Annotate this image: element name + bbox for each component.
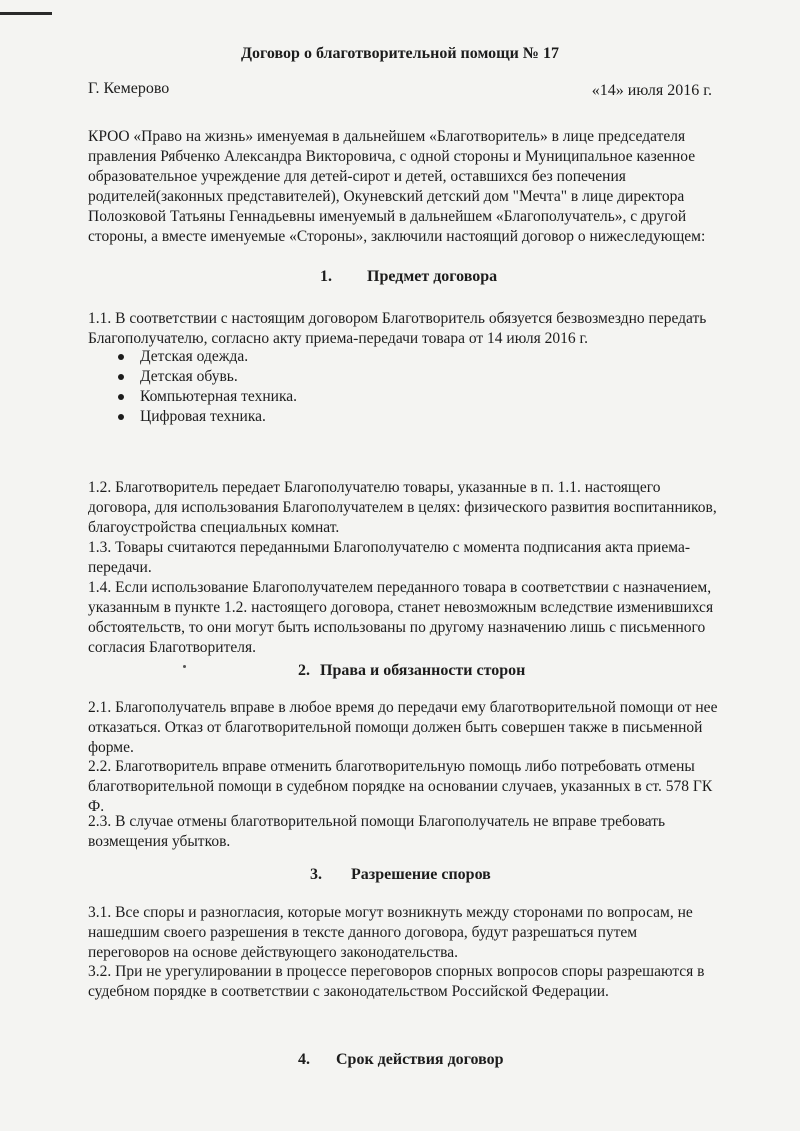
section-2-title: Права и обязанности сторон — [320, 662, 526, 679]
section-1-title: Предмет договора — [367, 268, 498, 285]
document-date: «14» июля 2016 г. — [591, 82, 712, 99]
clause-1-3: 1.3. Товары считаются переданными Благополучателю с момента подписания акта приема-передачи. — [88, 539, 690, 576]
clause-2-3: 2.3. В случае отмены благотворительной помощи Благополучатель не вправе требовать возмещения убытков. — [88, 813, 666, 850]
clause-1-4: 1.4. Если использование Благополучателем переданного товара в соответствии с назначением, указанным в пункте 1.2. настоящего договора, станет невозможным вследствие изменившихся обстоятельств, то они могут быть использованы по другому назначению лишь с письменного согласия Благотворителя. — [88, 579, 714, 656]
list-item — [118, 387, 297, 407]
clause-2-2: 2.2. Благотворитель вправе отменить благотворительную помощь либо потребовать отмены благотворительной помощи в судебном порядке на основании случаев, указанных в ст. 578 ГК Ф. — [88, 758, 713, 815]
list-item — [118, 347, 297, 367]
preamble-paragraph: КРОО «Право на жизнь» именуемая в дальнейшем «Благотворитель» в лице председателя правления Рябченко Александра Викторовича, с одной стороны и Муниципальное казенное образовательное учреждение для детей-сирот и детей, оставшихся без попечения родителей(законных представителей), Окуневский детский дом "Мечта" в лице директора Полозковой Татьяны Геннадьевны именуемый в дальнейшем «Благополучатель», с другой стороны, а вместе именуемые «Стороны», заключили настоящий договор о нижеследующем: — [88, 128, 706, 245]
scan-speck — [183, 665, 186, 668]
bullet-icon — [118, 414, 124, 420]
goods-item: Детская обувь. — [140, 368, 238, 385]
document-title: Договор о благотворительной помощи № 17 — [241, 45, 559, 62]
list-item — [118, 367, 297, 387]
goods-item: Компьютерная техника. — [140, 388, 297, 405]
bullet-icon — [118, 354, 124, 360]
bullet-icon — [118, 374, 124, 380]
section-4-number: 4. — [298, 1051, 310, 1068]
clause-2-1: 2.1. Благополучатель вправе в любое время до передачи ему благотворительной помощи от нее отказаться. Отказ от благотворительной помощи должен быть совершен также в письменной форме. — [88, 699, 718, 756]
section-3-number: 3. — [310, 866, 322, 883]
bullet-icon — [118, 394, 124, 400]
list-item — [118, 407, 297, 427]
document-city: Г. Кемерово — [88, 80, 170, 97]
goods-item: Детская одежда. — [140, 348, 249, 365]
section-4-title: Срок действия договор — [336, 1051, 504, 1068]
clause-1-2: 1.2. Благотворитель передает Благополучателю товары, указанные в п. 1.1. настоящего договора, для использования Благополучателем в целях: физического развития воспитанников, благоустройства специальных комнат. — [88, 479, 717, 536]
goods-list — [118, 347, 297, 427]
section-3-title: Разрешение споров — [351, 866, 491, 883]
goods-item: Цифровая техника. — [140, 408, 266, 425]
clause-1-1: 1.1. В соответствии с настоящим договором Благотворитель обязуется безвозмездно передать Благополучателю, согласно акту приема-передачи товара от 14 июля 2016 г. — [88, 310, 707, 347]
section-1-number: 1. — [320, 268, 332, 285]
clause-3-1: 3.1. Все споры и разногласия, которые могут возникнуть между сторонами по вопросам, не нашедшим своего разрешения в тексте данного договора, будут разрешаться путем переговоров на основе действующего законодательства. — [88, 904, 693, 961]
scan-mark — [0, 12, 52, 15]
section-2-number: 2. — [298, 662, 310, 679]
clause-3-2: 3.2. При не урегулировании в процессе переговоров спорных вопросов споры разрешаются в судебном порядке в соответствии с законодательством Российской Федерации. — [88, 963, 705, 1000]
